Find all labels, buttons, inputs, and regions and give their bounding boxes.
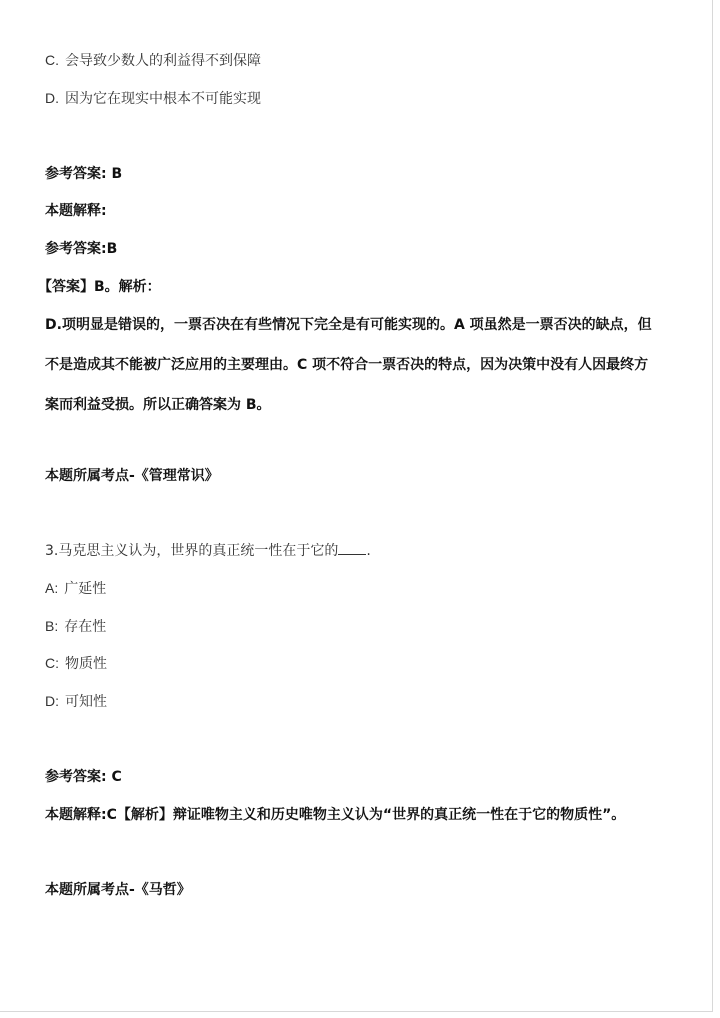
option-letter: C. <box>45 52 59 68</box>
option-text: 因为它在现实中根本不可能实现 <box>65 91 261 107</box>
option-text: 会导致少数人的利益得不到保障 <box>65 53 261 69</box>
analysis-line: 案而利益受损。所以正确答案为 B。 <box>45 397 271 413</box>
q2-explanation-label: 本题解释: <box>45 203 107 219</box>
q2-option-c <box>45 50 261 71</box>
q2-analysis <box>45 305 670 425</box>
q3-answer: 参考答案: C <box>45 769 122 785</box>
question-stem: 3.马克思主义认为，世界的真正统一性在于它的 <box>45 543 339 559</box>
q2-answer: 参考答案: B <box>45 166 123 182</box>
q2-option-d <box>45 88 261 109</box>
answer-blank <box>338 541 366 555</box>
q3-option-d <box>45 691 107 712</box>
option-text: 物质性 <box>65 656 107 672</box>
option-letter: A: <box>45 580 59 596</box>
option-text: 广延性 <box>64 581 107 597</box>
q3-option-b <box>45 616 106 637</box>
q2-answer-repeat: 参考答案:B <box>45 241 118 257</box>
q3-option-c <box>45 653 107 674</box>
q3-explanation: 本题解释:C【解析】辩证唯物主义和历史唯物主义认为“世界的真正统一性在于它的物质性”。 <box>45 807 626 823</box>
option-letter: D. <box>45 90 59 106</box>
analysis-line: D.项明显是错误的，一票否决在有些情况下完全是有可能实现的。A 项虽然是一票否决的缺点，但 <box>45 317 652 333</box>
option-letter: D: <box>45 693 59 709</box>
q3-topic: 本题所属考点-《马哲》 <box>45 882 191 898</box>
question-stem-end: . <box>366 543 371 559</box>
analysis-line: 不是造成其不能被广泛应用的主要理由。C 项不符合一票否决的特点，因为决策中没有人因最终方 <box>45 357 649 373</box>
option-letter: C: <box>45 655 59 671</box>
option-text: 存在性 <box>64 619 107 635</box>
q2-answer-bracket: 【答案】B。解析： <box>38 279 161 295</box>
q3-stem <box>45 541 371 561</box>
option-letter: B: <box>45 618 59 634</box>
q3-option-a <box>45 578 106 599</box>
option-text: 可知性 <box>65 694 107 710</box>
q2-topic: 本题所属考点-《管理常识》 <box>45 468 219 484</box>
